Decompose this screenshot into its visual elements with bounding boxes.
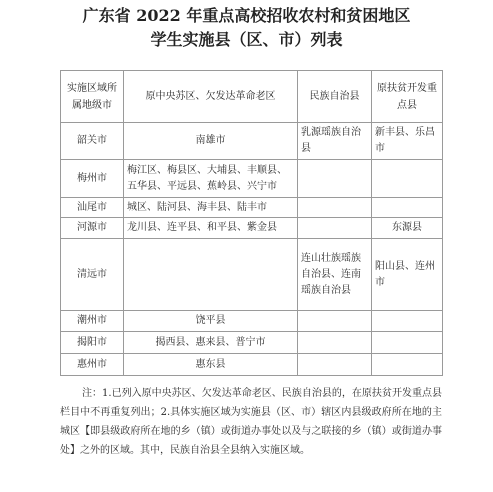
table-row (61, 354, 443, 376)
poverty-cell (372, 160, 443, 198)
soviet-cell: 城区、陆河县、海丰县、陆丰市 (124, 198, 298, 218)
poverty-cell: 东源县 (372, 218, 443, 239)
table-row (61, 123, 443, 160)
table-row (61, 160, 443, 198)
ethnic-cell (298, 332, 372, 354)
poverty-cell (372, 198, 443, 218)
soviet-cell: 龙川县、连平县、和平县、紫金县 (124, 218, 298, 239)
table-header-row (61, 71, 443, 123)
poverty-cell: 阳山县、连州市 (372, 239, 443, 311)
header-city: 实施区域所属地级市 (61, 71, 124, 123)
soviet-cell (124, 239, 298, 311)
soviet-cell: 惠东县 (124, 354, 298, 376)
city-cell: 韶关市 (61, 123, 124, 160)
ethnic-cell: 乳源瑶族自治县 (298, 123, 372, 160)
ethnic-cell (298, 311, 372, 332)
poverty-cell (372, 354, 443, 376)
header-ethnic-counties: 民族自治县 (298, 71, 372, 123)
city-cell: 清远市 (61, 239, 124, 311)
city-cell: 惠州市 (61, 354, 124, 376)
soviet-cell: 揭西县、惠来县、普宁市 (124, 332, 298, 354)
soviet-cell: 南雄市 (124, 123, 298, 160)
table-row (61, 198, 443, 218)
table-row (61, 332, 443, 354)
poverty-cell: 新丰县、乐昌市 (372, 123, 443, 160)
poverty-cell (372, 311, 443, 332)
city-cell: 潮州市 (61, 311, 124, 332)
city-cell: 梅州市 (61, 160, 124, 198)
document-title-line2: 学生实施县（区、市）列表 (150, 30, 343, 49)
ethnic-cell (298, 198, 372, 218)
header-soviet-areas: 原中央苏区、欠发达革命老区 (124, 71, 298, 123)
soviet-cell: 饶平县 (124, 311, 298, 332)
table-row (61, 239, 443, 311)
ethnic-cell: 连山壮族瑶族自治县、连南瑶族自治县 (298, 239, 372, 311)
soviet-cell: 梅江区、梅县区、大埔县、丰顺县、五华县、平远县、蕉岭县、兴宁市 (124, 160, 298, 198)
footnote: 注：1.已列入原中央苏区、欠发达革命老区、民族自治县的，在原扶贫开发重点县栏目中不再重复列出；2.具体实施区域为实施县（区、市）辖区内县级政府所在地的主城区【即县级政府所在地的乡（镇）或街道办事处以及与之联接的乡（镇）或街道办事处】之外的区域。其中，民族自治县全县纳入实施区域。 (60, 388, 442, 456)
city-cell: 揭阳市 (61, 332, 124, 354)
city-cell: 河源市 (61, 218, 124, 239)
poverty-cell (372, 332, 443, 354)
header-poverty-counties: 原扶贫开发重点县 (372, 71, 443, 123)
county-list-table (60, 70, 443, 376)
document-title-line1: 广东省 2022 年重点高校招收农村和贫困地区 (82, 6, 411, 25)
table-row (61, 311, 443, 332)
city-cell: 汕尾市 (61, 198, 124, 218)
ethnic-cell (298, 218, 372, 239)
table-row (61, 218, 443, 239)
ethnic-cell (298, 160, 372, 198)
ethnic-cell (298, 354, 372, 376)
